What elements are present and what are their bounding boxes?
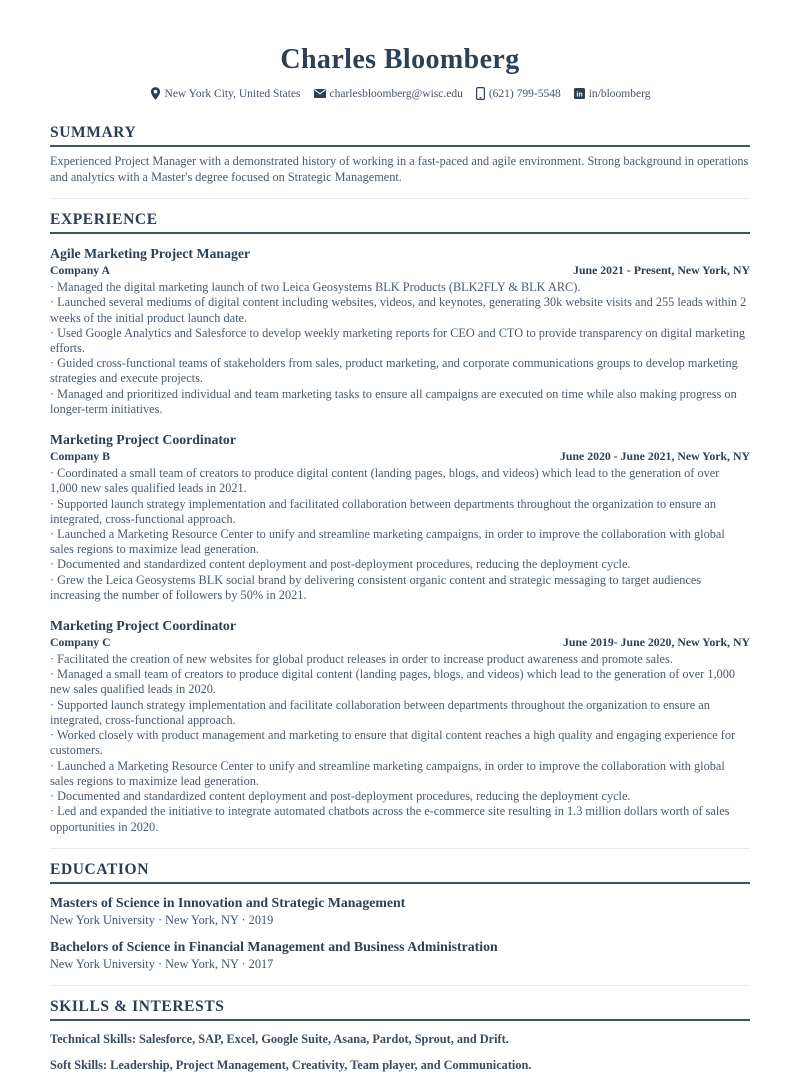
contact-location-text: New York City, United States [164,87,301,100]
section-divider [50,848,750,849]
education-entry [50,895,750,928]
job-title: Marketing Project Coordinator [50,432,236,448]
bullet-item: · Supported launch strategy implementation and facilitate collaboration between departments throughout the organization to ensure an integrated, cross-functional approach. [50,698,750,728]
job-title: Agile Marketing Project Manager [50,246,251,262]
bullet-item: · Launched a Marketing Resource Center to unify and streamline marketing campaigns, in order to improve the collaboration with global sales regions to maximize lead generation. [50,759,750,789]
bullet-item: · Documented and standardized content deployment and post-deployment procedures, reducing the deployment cycle. [50,789,750,804]
bullet-item: · Managed the digital marketing launch of two Leica Geosystems BLK Products (BLK2FLY & BLK ARC). [50,280,750,295]
job-entry [50,618,750,835]
section-summary [50,124,750,185]
degree-meta: New York University · New York, NY · 2019 [50,912,274,927]
technical-skills-line: Technical Skills: Salesforce, SAP, Excel, Google Suite, Asana, Pardot, Sprout, and Drift. [50,1031,509,1046]
job-meta-row [50,263,750,278]
bullet-item: · Guided cross-functional teams of stakeholders from sales, product marketing, and corporate communications groups to develop marketing strategies and execute projects. [50,356,750,386]
job-bullets [50,280,750,417]
resume-header [50,44,750,100]
contact-linkedin [574,88,651,100]
job-entry [50,432,750,603]
envelope-icon [314,89,326,98]
job-meta-row [50,635,750,650]
contact-location [150,87,301,100]
bullet-item: · Coordinated a small team of creators to produce digital content (landing pages, blogs, and videos) which lead to the generation of over 1,000 new sales qualified leads in 2021. [50,466,750,496]
bullet-item: · Documented and standardized content deployment and post-deployment procedures, reducing the deployment cycle. [50,557,750,572]
degree-title: Masters of Science in Innovation and Strategic Management [50,894,406,910]
job-title: Marketing Project Coordinator [50,618,236,634]
section-education [50,861,750,972]
education-entry [50,939,750,972]
job-company: Company C [50,635,111,650]
experience-section-title: EXPERIENCE [50,211,750,234]
bullet-item: · Managed a small team of creators to produce digital content (landing pages, blogs, and videos) which lead to the generation of over 1,000 new sales qualified leads in 2020. [50,667,750,697]
contact-phone [476,87,561,100]
soft-skills-line: Soft Skills: Leadership, Project Management, Creativity, Team player, and Communication. [50,1057,532,1072]
bullet-item: · Launched several mediums of digital content including websites, videos, and keynotes, generating 30k website visits and 255 leads within 2 weeks of the initial product launch date. [50,295,750,325]
bullet-item: · Supported launch strategy implementation and facilitated collaboration between departments throughout the organization to ensure an integrated, cross-functional approach. [50,497,750,527]
job-bullets [50,466,750,603]
bullet-item: · Facilitated the creation of new websites for global product releases in order to increase product awareness and promote sales. [50,652,750,667]
contact-phone-text: (621) 799-5548 [488,87,561,100]
mobile-phone-icon [476,87,485,100]
degree-title: Bachelors of Science in Financial Management and Business Administration [50,938,498,954]
contact-linkedin-text: in/bloomberg [588,87,651,100]
job-date-location: June 2019- June 2020, New York, NY [562,635,750,650]
job-company: Company B [50,449,110,464]
job-meta-row [50,449,750,464]
bullet-item: · Worked closely with product management and marketing to ensure that digital content reaches a high quality and engaging experience for customers. [50,728,750,758]
contact-email-text: charlesbloomberg@wisc.edu [329,87,463,100]
page-title: Charles Bloomberg [280,44,520,75]
location-pin-icon [150,87,161,100]
bullet-item: · Grew the Leica Geosystems BLK social brand by delivering consistent organic content and strategic messaging to target audiences increasing the number of followers by 50% in 2021. [50,573,750,603]
job-entry [50,246,750,417]
contact-row [50,87,750,100]
section-divider [50,985,750,986]
linkedin-icon [574,88,585,99]
job-bullets [50,652,750,835]
skills-section-title: SKILLS & INTERESTS [50,998,750,1021]
svg-text:in: in [576,91,583,99]
summary-text: Experienced Project Manager with a demonstrated history of working in a fast-paced and agile environment. Strong background in operations and analytics with a Master's degree focused on Strategic Management. [50,154,749,184]
bullet-item: · Led and expanded the initiative to integrate automated chatbots across the e-commerce site resulting in 1.3 million dollars worth of sales opportunities in 2020. [50,804,750,834]
bullet-item: · Launched a Marketing Resource Center to unify and streamline marketing campaigns, in order to improve the collaboration with global sales regions to maximize lead generation. [50,527,750,557]
job-company: Company A [50,263,110,278]
section-experience [50,211,750,835]
bullet-item: · Managed and prioritized individual and team marketing tasks to ensure all campaigns are executed on time while also making progress on longer-term initiatives. [50,387,750,417]
contact-email [314,88,463,100]
summary-section-title: SUMMARY [50,124,750,147]
bullet-item: · Used Google Analytics and Salesforce to develop weekly marketing reports for CEO and CTO to provide transparency on digital marketing efforts. [50,326,750,356]
section-divider [50,198,750,199]
degree-meta: New York University · New York, NY · 2017 [50,956,274,971]
education-section-title: EDUCATION [50,861,750,884]
job-date-location: June 2020 - June 2021, New York, NY [560,449,750,464]
job-date-location: June 2021 - Present, New York, NY [573,263,750,278]
section-skills [50,998,750,1073]
